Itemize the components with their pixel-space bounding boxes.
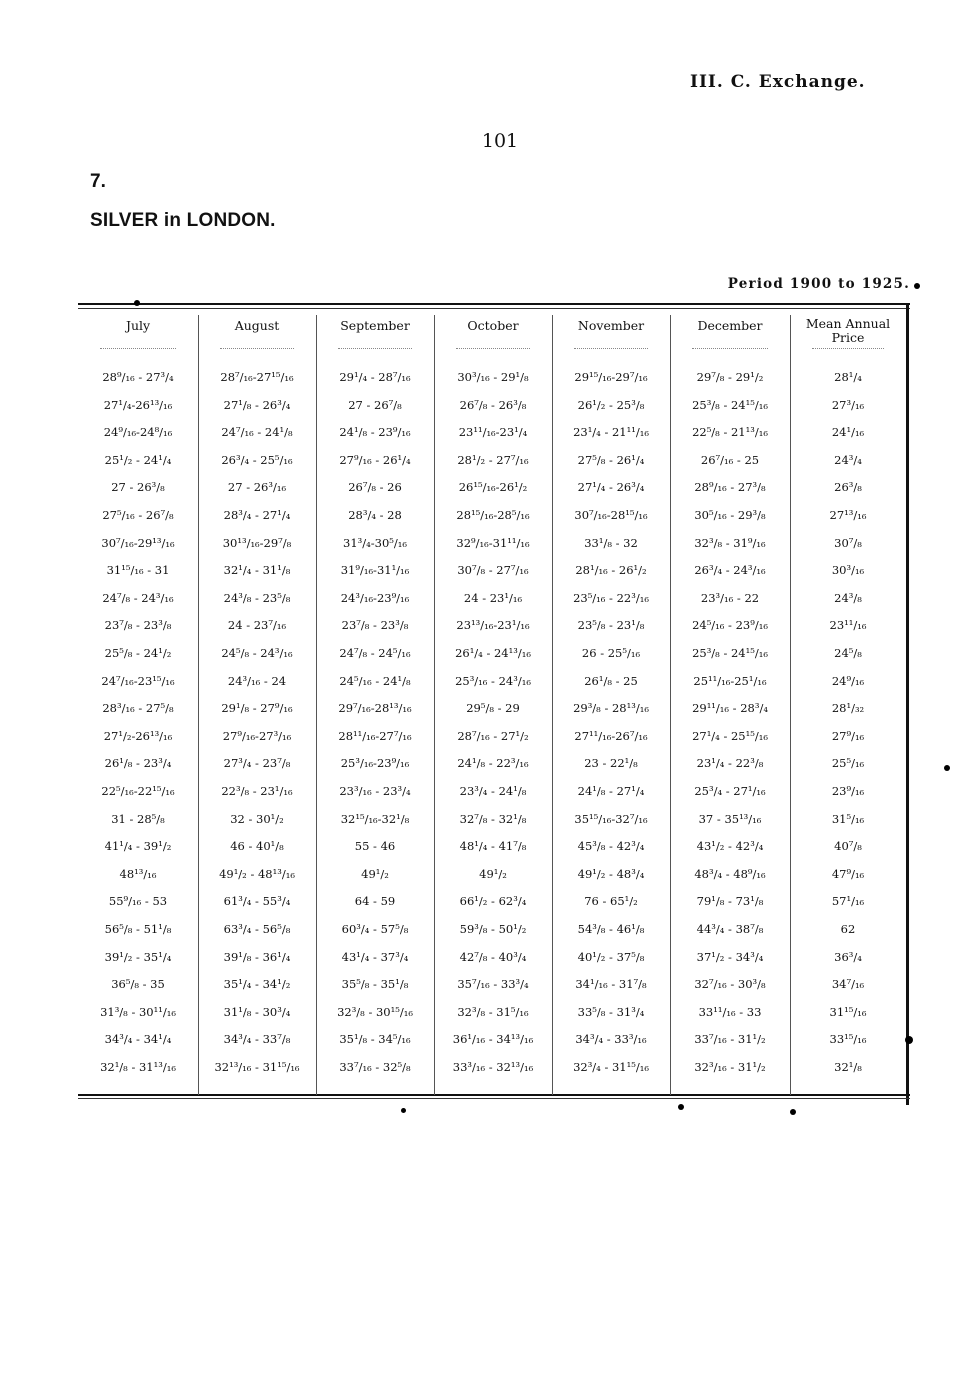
table-row — [78, 612, 910, 639]
table-cell: 26³/₄ - 25⁵/₁₆ — [221, 452, 293, 467]
table-cell: 33¹/₈ - 32 — [584, 535, 638, 550]
table-row — [78, 447, 910, 474]
header-underline — [574, 348, 648, 349]
table-cell: 29⁵/₈ - 29 — [466, 701, 520, 716]
header-underline — [338, 348, 412, 349]
section-header: III. C. Exchange. — [690, 72, 866, 92]
table-cell: 27¹/₈ - 26³/₄ — [223, 397, 291, 412]
table-cell: 23³/₁₆ - 23³/₄ — [339, 784, 411, 798]
header-underline — [456, 348, 530, 349]
table-cell: 24³/₈ — [834, 590, 862, 605]
table-cell: 33⁷/₁₆ - 31¹/₂ — [694, 1032, 766, 1047]
table-cell: 23⁷/₈ - 23³/₈ — [341, 618, 409, 633]
table-cell: 30⁷/₈ — [834, 535, 862, 550]
table-cell: 37¹/₂ - 34³/₄ — [696, 949, 764, 964]
table-cell: 32¹/₄ - 31¹/₈ — [223, 563, 291, 578]
table-cell: 30³/₁₆ — [831, 563, 865, 578]
table-row — [78, 916, 910, 943]
table-cell: 31³/₈ - 30¹¹/₁₆ — [100, 1004, 176, 1019]
table-cell: 27³/₄ - 23⁷/₈ — [223, 756, 291, 771]
table-top-rule-thin — [78, 308, 910, 309]
table-cell: 41¹/₄ - 39¹/₂ — [104, 839, 172, 854]
table-cell: 30⁷/₁₆-28¹⁵/₁₆ — [574, 508, 648, 522]
table-cell: 24⁹/₁₆ — [831, 673, 865, 688]
table-row — [78, 1026, 910, 1053]
table-cell: 32 - 30¹/₂ — [230, 811, 284, 826]
table-cell: 49¹/₂ — [361, 866, 389, 881]
table-cell: 39¹/₂ - 35¹/₄ — [104, 949, 172, 964]
table-cell: 32¹³/₁₆ - 31¹⁵/₁₆ — [214, 1060, 300, 1074]
table-cell: 56⁵/₈ - 51¹/₈ — [104, 922, 172, 936]
table-row — [78, 1054, 910, 1081]
table-cell: 57¹/₁₆ — [831, 894, 865, 909]
table-cell: 32³/₈ - 30¹⁵/₁₆ — [337, 1004, 413, 1019]
table-cell: 27⁹/₁₆-27³/₁₆ — [222, 728, 292, 743]
table-row — [78, 971, 910, 998]
table-cell: 23⁹/₁₆ — [831, 784, 865, 798]
table-cell: 49¹/₂ - 48³/₄ — [577, 866, 645, 881]
table-cell: 28¹/₃₂ — [831, 701, 865, 716]
table-cell: 26³/₄ - 24³/₁₆ — [694, 563, 766, 578]
table-cell: 35¹⁵/₁₆-32⁷/₁₆ — [574, 811, 648, 826]
table-row — [78, 640, 910, 667]
table-cell: 27¹/₄-26¹³/₁₆ — [103, 397, 173, 412]
table-cell: 27 - 26³/₁₆ — [227, 480, 287, 495]
table-cell: 23 - 22¹/₈ — [584, 756, 638, 771]
table-cell: 31⁵/₁₆ — [831, 811, 865, 826]
table-row — [78, 806, 910, 833]
table-cell: 33⁵/₈ - 31³/₄ — [577, 1004, 645, 1019]
table-cell: 34¹/₁₆ - 31⁷/₈ — [575, 977, 647, 992]
table-cell: 29¹/₈ - 27⁹/₁₆ — [221, 701, 293, 716]
table-cell: 23¹/₄ - 21¹¹/₁₆ — [573, 425, 649, 440]
table-cell: 35⁷/₁₆ - 33³/₄ — [457, 977, 529, 992]
table-cell: 25³/₄ - 27¹/₁₆ — [694, 784, 766, 798]
table-cell: 61³/₄ - 55³/₄ — [223, 894, 291, 909]
page-number: 101 — [481, 130, 519, 152]
table-cell: 22³/₈ - 23¹/₁₆ — [221, 784, 293, 798]
table-cell: 55⁹/₁₆ - 53 — [108, 894, 168, 909]
table-cell: 26¹/₄ - 24¹³/₁₆ — [455, 646, 531, 660]
table-cell: 25³/₈ - 24¹⁵/₁₆ — [692, 397, 768, 412]
table-cell: 30³/₁₆ - 29¹/₈ — [457, 370, 529, 384]
table-cell: 26¹⁵/₁₆-26¹/₂ — [458, 480, 528, 495]
table-row — [78, 474, 910, 501]
table-cell: 24³/₈ - 23⁵/₈ — [223, 590, 291, 605]
column-header: July — [125, 318, 151, 333]
table-cell: 24³/₄ — [834, 452, 862, 467]
table-cell: 59³/₈ - 50¹/₂ — [459, 922, 527, 936]
table-cell: 30⁷/₁₆-29¹³/₁₆ — [101, 535, 175, 550]
table-cell: 27¹/₄ - 26³/₄ — [577, 480, 645, 495]
table-row — [78, 557, 910, 584]
table-cell: 28⁹/₁₆ - 27³/₄ — [102, 370, 174, 384]
column-rule — [316, 315, 317, 1095]
column-header: November — [577, 318, 645, 333]
table-cell: 23¹³/₁₆-23¹/₁₆ — [456, 618, 530, 633]
table-cell: 32³/₈ - 31⁵/₁₆ — [457, 1004, 529, 1019]
table-cell: 31⁹/₁₆-31¹/₁₆ — [340, 563, 410, 578]
table-cell: 24³/₁₆ - 24 — [227, 673, 287, 688]
period-label: Period 1900 to 1925. — [727, 276, 910, 292]
table-cell: 31 - 28⁵/₈ — [111, 811, 165, 826]
table-cell: 36¹/₁₆ - 34¹³/₁₆ — [452, 1032, 534, 1047]
table-cell: 49¹/₂ - 48¹³/₁₆ — [219, 866, 295, 881]
table-cell: 27³/₁₆ — [831, 397, 865, 412]
table-cell: 37 - 35¹³/₁₆ — [698, 811, 762, 826]
table-row — [78, 530, 910, 557]
table-cell: 32³/₈ - 31⁹/₁₆ — [694, 535, 766, 550]
table-cell: 34⁷/₁₆ — [831, 977, 865, 992]
table-cell: 28¹/₄ — [834, 370, 862, 384]
table-cell: 36³/₄ — [834, 949, 862, 964]
table-cell: 23³/₁₆ - 22 — [700, 590, 760, 605]
column-rule — [790, 315, 791, 1095]
column-header: September — [340, 318, 410, 333]
table-cell: 31¹/₈ - 30³/₄ — [223, 1004, 291, 1019]
table-cell: 24 - 23¹/₁₆ — [463, 590, 523, 605]
table-cell: 27¹³/₁₆ — [829, 508, 867, 522]
table-cell: 29¹¹/₁₆ - 28³/₄ — [692, 701, 768, 716]
scan-speck — [134, 300, 140, 306]
table-cell: 28³/₄ - 27¹/₄ — [223, 508, 291, 522]
table-cell: 23¹/₄ - 22³/₈ — [696, 756, 764, 771]
table-row — [78, 888, 910, 915]
table-cell: 33¹¹/₁₆ - 33 — [698, 1004, 762, 1019]
table-cell: 32³/₄ - 31¹⁵/₁₆ — [573, 1060, 649, 1074]
header-underline — [220, 348, 294, 349]
scan-speck — [401, 1108, 406, 1113]
table-row — [78, 585, 910, 612]
table-cell: 63³/₄ - 56⁵/₈ — [223, 922, 291, 936]
table-cell: 34³/₄ - 33⁷/₈ — [223, 1032, 291, 1047]
table-cell: 27¹/₂-26¹³/₁₆ — [103, 728, 173, 743]
table-cell: 44³/₄ - 38⁷/₈ — [696, 922, 764, 936]
table-row — [78, 833, 910, 860]
table-cell: 26⁷/₈ - 26 — [348, 480, 402, 495]
table-cell: 24 - 23⁷/₁₆ — [227, 618, 287, 633]
table-cell: 24⁵/₈ — [834, 646, 862, 660]
table-cell: 54³/₈ - 46¹/₈ — [577, 922, 645, 936]
scan-speck — [914, 283, 920, 289]
table-cell: 27⁵/₁₆ - 26⁷/₈ — [102, 508, 174, 522]
table-cell: 23⁵/₈ - 23¹/₈ — [577, 618, 645, 633]
table-cell: 27⁹/₁₆ - 26¹/₄ — [339, 452, 411, 467]
table-cell: 24⁷/₈ - 24³/₁₆ — [102, 590, 174, 605]
table-cell: 26¹/₈ - 23³/₄ — [104, 756, 172, 771]
table-cell: 30⁵/₁₆ - 29³/₈ — [694, 508, 766, 522]
table-cell: 26¹/₈ - 25 — [584, 673, 638, 688]
table-cell: 27 - 26³/₈ — [111, 480, 165, 495]
table-cell: 26⁷/₈ - 26³/₈ — [459, 397, 527, 412]
table-row — [78, 668, 910, 695]
table-cell: 25³/₁₆ - 24³/₁₆ — [455, 673, 531, 688]
table-cell: 24⁵/₁₆ - 23⁹/₁₆ — [692, 618, 768, 633]
table-cell: 79¹/₈ - 73¹/₈ — [696, 894, 764, 909]
table-cell: 25³/₁₆-23⁹/₁₆ — [340, 756, 410, 771]
table-cell: 25⁵/₁₆ — [831, 756, 865, 771]
scan-speck — [905, 1036, 913, 1044]
table-cell: 49¹/₂ — [479, 866, 507, 881]
table-cell: 28³/₁₆ - 27⁵/₈ — [102, 701, 174, 716]
table-cell: 45³/₈ - 42³/₄ — [577, 839, 645, 854]
column-header: Mean Annual Price — [805, 316, 891, 345]
scan-speck — [678, 1104, 684, 1110]
table-cell: 36⁵/₈ - 35 — [111, 977, 165, 992]
table-cell: 48³/₄ - 48⁹/₁₆ — [694, 866, 766, 881]
table-cell: 23⁵/₁₆ - 22³/₁₆ — [573, 590, 649, 605]
table-cell: 34³/₄ - 33³/₁₆ — [575, 1032, 647, 1047]
table-cell: 62 — [840, 922, 856, 936]
table-cell: 40¹/₂ - 37⁵/₈ — [577, 949, 645, 964]
table-cell: 46 - 40¹/₈ — [230, 839, 284, 854]
table-cell: 43¹/₄ - 37³/₄ — [341, 949, 409, 964]
table-cell: 32³/₁₆ - 31¹/₂ — [694, 1060, 766, 1074]
table-cell: 23¹¹/₁₆-23¹/₄ — [458, 425, 528, 440]
table-cell: 28³/₄ - 28 — [348, 508, 402, 522]
table-top-rule — [78, 303, 910, 305]
table-cell: 24⁷/₁₆-23¹⁵/₁₆ — [101, 673, 175, 688]
column-rule — [434, 315, 435, 1095]
table-cell: 47⁹/₁₆ — [831, 866, 865, 881]
table-cell: 60³/₄ - 57⁵/₈ — [341, 922, 409, 936]
table-cell: 28¹¹/₁₆-27⁷/₁₆ — [338, 728, 412, 743]
table-cell: 24³/₁₆-23⁹/₁₆ — [340, 590, 410, 605]
table-cell: 24¹/₈ - 27¹/₄ — [577, 784, 645, 798]
table-cell: 28⁷/₁₆ - 27¹/₂ — [457, 728, 529, 743]
table-cell: 27¹¹/₁₆-26⁷/₁₆ — [574, 728, 648, 743]
table-cell: 29⁷/₈ - 29¹/₂ — [696, 370, 764, 384]
table-cell: 76 - 65¹/₂ — [584, 894, 638, 909]
table-cell: 32⁷/₈ - 32¹/₈ — [459, 811, 527, 826]
table-cell: 48¹³/₁₆ — [119, 866, 157, 881]
table-cell: 34³/₄ - 34¹/₄ — [104, 1032, 172, 1047]
column-rule — [198, 315, 199, 1095]
table-row — [78, 392, 910, 419]
table-cell: 31¹⁵/₁₆ - 31 — [106, 563, 170, 578]
column-header: August — [234, 318, 280, 333]
table-cell: 32¹⁵/₁₆-32¹/₈ — [340, 811, 410, 826]
table-cell: 31¹⁵/₁₆ — [829, 1004, 867, 1019]
table-cell: 27⁹/₁₆ — [831, 728, 865, 743]
table-cell: 33³/₁₆ - 32¹³/₁₆ — [452, 1060, 534, 1074]
table-cell: 28¹/₂ - 27⁷/₁₆ — [457, 452, 529, 467]
header-underline — [100, 348, 176, 349]
table-cell: 42⁷/₈ - 40³/₄ — [459, 949, 527, 964]
table-cell: 26 - 25⁵/₁₆ — [581, 646, 641, 660]
table-cell: 35⁵/₈ - 35¹/₈ — [341, 977, 409, 992]
table-cell: 24¹/₈ - 23⁹/₁₆ — [339, 425, 411, 440]
table-cell: 29⁷/₁₆-28¹³/₁₆ — [338, 701, 412, 716]
table-bottom-rule — [78, 1094, 910, 1096]
table-cell: 23³/₄ - 24¹/₈ — [459, 784, 527, 798]
table-cell: 27 - 26⁷/₈ — [348, 397, 402, 412]
header-underline — [812, 348, 884, 349]
table-cell: 29¹/₄ - 28⁷/₁₆ — [339, 370, 411, 384]
scan-speck — [944, 765, 950, 771]
table-cell: 29¹⁵/₁₆-29⁷/₁₆ — [574, 370, 648, 384]
table-cell: 31³/₄-30⁵/₁₆ — [343, 535, 407, 550]
table-row — [78, 999, 910, 1026]
table-cell: 40⁷/₈ — [834, 839, 862, 854]
table-bottom-rule-thin — [78, 1098, 910, 1099]
table-cell: 32⁹/₁₆-31¹¹/₁₆ — [456, 535, 530, 550]
table-row — [78, 502, 910, 529]
section-number: 7. — [90, 171, 106, 192]
table-cell: 35¹/₈ - 34⁵/₁₆ — [339, 1032, 411, 1047]
table-cell: 24¹/₈ - 22³/₁₆ — [457, 756, 529, 771]
table-cell: 28¹/₁₆ - 26¹/₂ — [575, 563, 647, 578]
table-cell: 22⁵/₈ - 21¹³/₁₆ — [692, 425, 768, 440]
table-cell: 30⁷/₈ - 27⁷/₁₆ — [457, 563, 529, 578]
table-cell: 39¹/₈ - 36¹/₄ — [223, 949, 291, 964]
table-cell: 22⁵/₁₆-22¹⁵/₁₆ — [101, 784, 175, 798]
table-cell: 27⁵/₈ - 26¹/₄ — [577, 452, 645, 467]
table-cell: 32⁷/₁₆ - 30³/₈ — [694, 977, 766, 992]
table-row — [78, 419, 910, 446]
column-rule — [670, 315, 671, 1095]
table-row — [78, 723, 910, 750]
table-cell: 64 - 59 — [354, 894, 396, 909]
table-cell: 24⁷/₈ - 24⁵/₁₆ — [339, 646, 411, 660]
table-cell: 43¹/₂ - 42³/₄ — [696, 839, 764, 854]
table-cell: 25¹¹/₁₆-25¹/₁₆ — [693, 673, 767, 688]
scan-speck — [790, 1109, 796, 1115]
table-cell: 25⁵/₈ - 24¹/₂ — [104, 646, 172, 660]
table-cell: 33⁷/₁₆ - 32⁵/₈ — [339, 1060, 411, 1074]
table-cell: 32¹/₈ — [834, 1060, 862, 1074]
page-title: SILVER in LONDON. — [90, 210, 276, 231]
table-cell: 24¹/₁₆ — [831, 425, 865, 440]
table-row — [78, 778, 910, 805]
table-cell: 24⁹/₁₆-24⁸/₁₆ — [103, 425, 173, 440]
table-cell: 24⁵/₁₆ - 24¹/₈ — [339, 673, 411, 688]
table-row — [78, 364, 910, 391]
column-header: December — [697, 318, 763, 333]
table-cell: 24⁵/₈ - 24³/₁₆ — [221, 646, 293, 660]
table-cell: 26³/₈ — [834, 480, 862, 495]
table-cell: 24⁷/₁₆ - 24¹/₈ — [221, 425, 293, 440]
table-cell: 25³/₈ - 24¹⁵/₁₆ — [692, 646, 768, 660]
table-cell: 35¹/₄ - 34¹/₂ — [223, 977, 291, 992]
table-cell: 26⁷/₁₆ - 25 — [700, 452, 760, 467]
table-cell: 23¹¹/₁₆ — [829, 618, 867, 633]
table-row — [78, 861, 910, 888]
table-cell: 25¹/₂ - 24¹/₄ — [104, 452, 172, 467]
column-rule — [552, 315, 553, 1095]
table-cell: 66¹/₂ - 62³/₄ — [459, 894, 527, 909]
table-cell: 28⁹/₁₆ - 27³/₈ — [694, 480, 766, 495]
table-cell: 30¹³/₁₆-29⁷/₈ — [222, 535, 292, 550]
table-row — [78, 695, 910, 722]
table-cell: 26¹/₂ - 25³/₈ — [577, 397, 645, 412]
table-cell: 29³/₈ - 28¹³/₁₆ — [573, 701, 649, 716]
table-cell: 32¹/₈ - 31¹³/₁₆ — [100, 1060, 176, 1074]
silver-price-table — [78, 303, 910, 1106]
column-header: October — [467, 318, 519, 333]
table-cell: 23⁷/₈ - 23³/₈ — [104, 618, 172, 633]
header-underline — [692, 348, 768, 349]
table-cell: 28⁷/₁₆-27¹⁵/₁₆ — [220, 370, 294, 384]
table-row — [78, 750, 910, 777]
table-cell: 48¹/₄ - 41⁷/₈ — [459, 839, 527, 854]
table-cell: 33¹⁵/₁₆ — [829, 1032, 867, 1047]
table-row — [78, 944, 910, 971]
table-cell: 28¹⁵/₁₆-28⁵/₁₆ — [456, 508, 530, 522]
table-cell: 27¹/₄ - 25¹⁵/₁₆ — [692, 728, 768, 743]
table-cell: 55 - 46 — [354, 839, 396, 854]
